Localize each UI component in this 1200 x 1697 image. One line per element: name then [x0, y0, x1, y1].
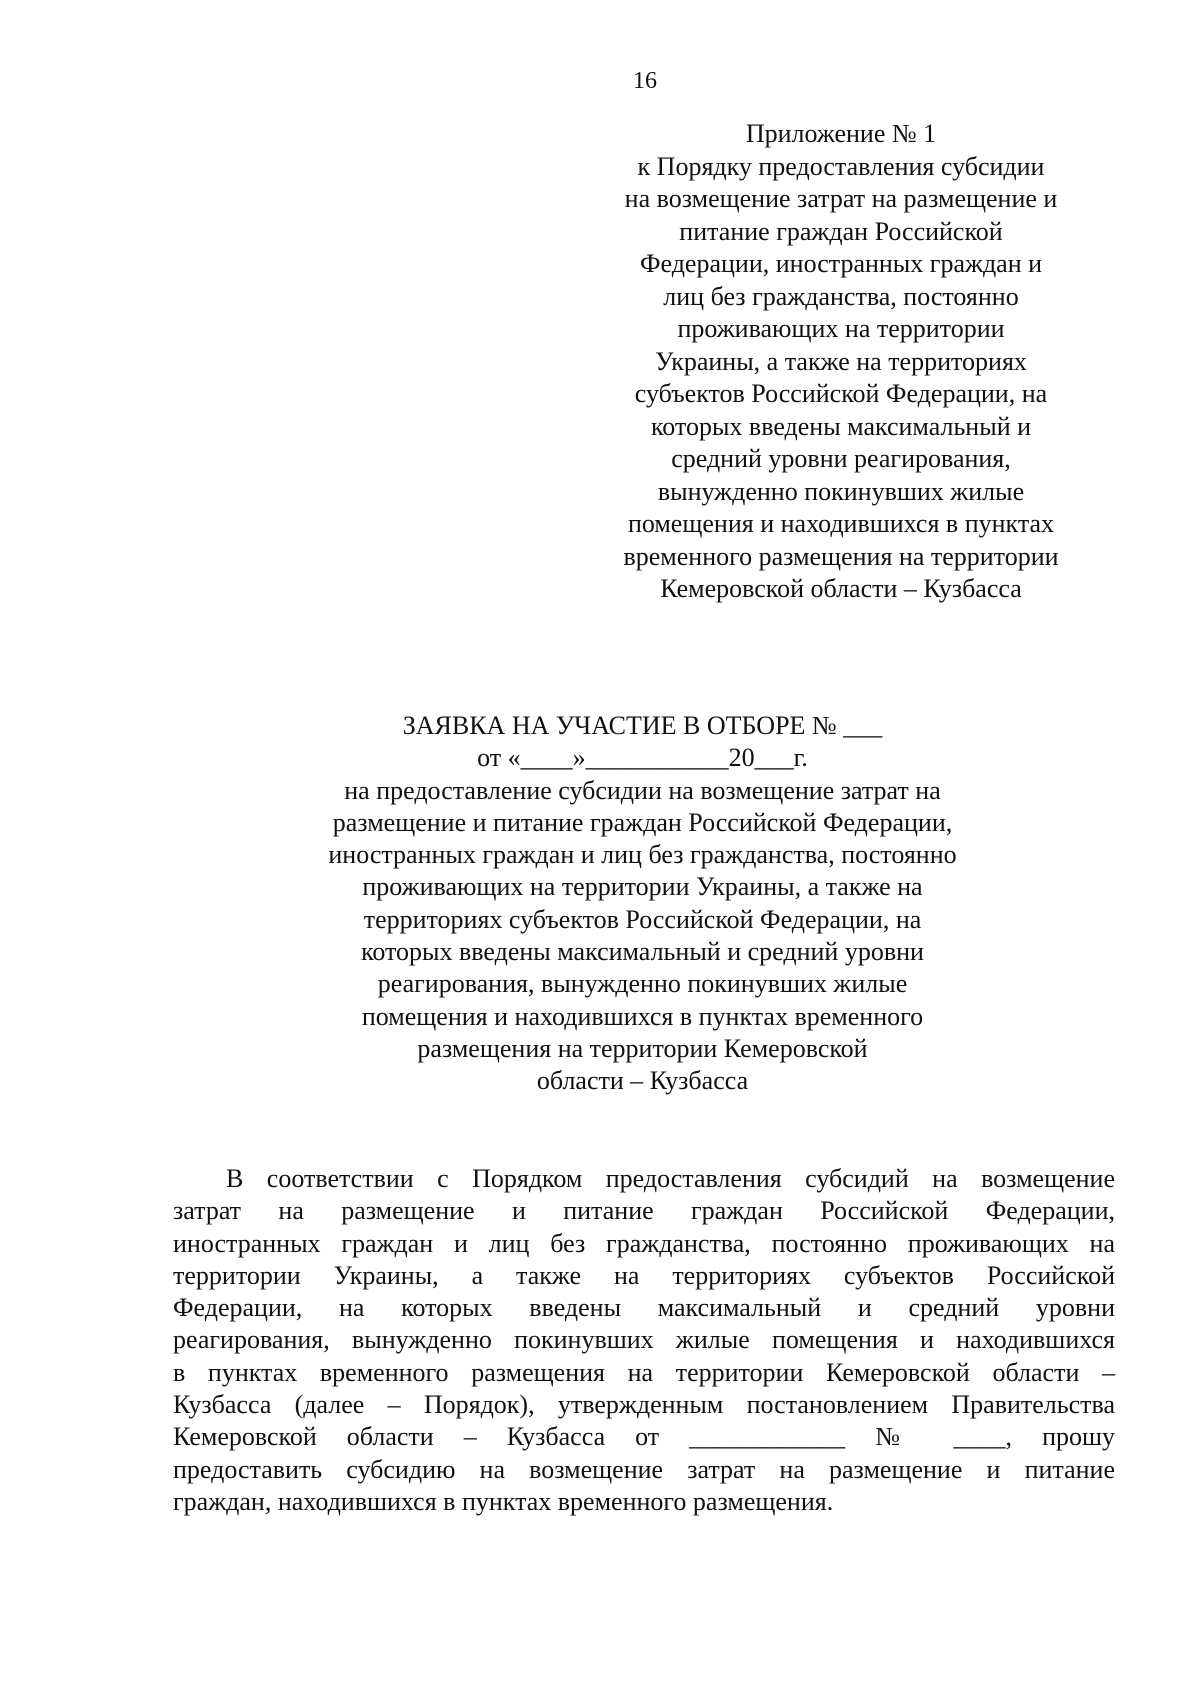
- appendix-line: питание граждан Российской: [679, 216, 1003, 246]
- body-line: территории Украины, а также на территориях субъектов Российской: [173, 1260, 1115, 1290]
- title-line: иностранных граждан и лиц без гражданства, постоянно: [328, 840, 957, 870]
- title-line: реагирования, вынужденно покинувших жилые: [377, 969, 908, 999]
- title-line: области – Кузбасса: [536, 1066, 749, 1096]
- appendix-line: на возмещение затрат на размещение и: [624, 184, 1058, 213]
- body-line: затрат на размещение и питание граждан Российской Федерации,: [173, 1196, 1115, 1226]
- title-date-line: от «____»___________20___г.: [477, 743, 808, 773]
- appendix-line: временного размещения на территории: [623, 541, 1059, 571]
- appendix-line: субъектов Российской Федерации, на: [634, 379, 1048, 408]
- title-heading: ЗАЯВКА НА УЧАСТИЕ В ОТБОРЕ № ___: [402, 711, 883, 740]
- title-line: размещения на территории Кемеровской: [417, 1033, 868, 1063]
- body-line: Федерации, на которых введены максимальный и средний уровни: [173, 1293, 1115, 1323]
- body-line: в пунктах временного размещения на территории Кемеровской области –: [173, 1357, 1115, 1387]
- appendix-line: средний уровни реагирования,: [671, 444, 1011, 473]
- appendix-line: Федерации, иностранных граждан и: [639, 249, 1043, 278]
- body-line: реагирования, вынужденно покинувших жилые помещения и находившихся: [173, 1325, 1115, 1355]
- appendix-line: Кемеровской области – Кузбасса: [660, 574, 1022, 603]
- body-line: Кемеровской области – Кузбасса от ____________ № ____, прошу: [173, 1422, 1115, 1452]
- page-number: 16: [633, 68, 657, 94]
- title-line: проживающих на территории Украины, а также на: [362, 872, 923, 902]
- body-line: В соответствии с Порядком предоставления субсидий на возмещение: [226, 1164, 1115, 1193]
- appendix-line: к Порядку предоставления субсидии: [637, 151, 1045, 181]
- body-paragraph: [173, 1163, 1115, 1518]
- title-line: размещение и питание граждан Российской Федерации,: [332, 807, 953, 837]
- appendix-line: которых введены максимальный и: [650, 411, 1032, 441]
- appendix-line: вынужденно покинувших жилые: [657, 476, 1025, 506]
- body-line: иностранных граждан и лиц без гражданства, постоянно проживающих на: [173, 1228, 1115, 1258]
- title-line: помещения и находившихся в пунктах временного: [361, 1001, 924, 1031]
- appendix-line: лиц без гражданства, постоянно: [663, 281, 1019, 311]
- appendix-header: [606, 118, 1076, 606]
- appendix-line: Приложение № 1: [745, 119, 937, 148]
- body-line: предоставить субсидию на возмещение затрат на размещение и питание: [173, 1454, 1115, 1484]
- title-line: территориях субъектов Российской Федерации, на: [363, 904, 922, 934]
- appendix-line: Украины, а также на территориях: [655, 346, 1027, 376]
- title-line: которых введены максимальный и средний уровни: [361, 937, 924, 967]
- body-line: Кузбасса (далее – Порядок), утвержденным постановлением Правительства: [173, 1390, 1115, 1420]
- body-line-last: граждан, находившихся в пунктах временного размещения.: [173, 1486, 834, 1516]
- appendix-line: проживающих на территории: [677, 314, 1005, 343]
- application-title: [240, 710, 1045, 1098]
- title-line: на предоставление субсидии на возмещение затрат на: [344, 775, 941, 805]
- appendix-line: помещения и находившихся в пунктах: [627, 509, 1055, 538]
